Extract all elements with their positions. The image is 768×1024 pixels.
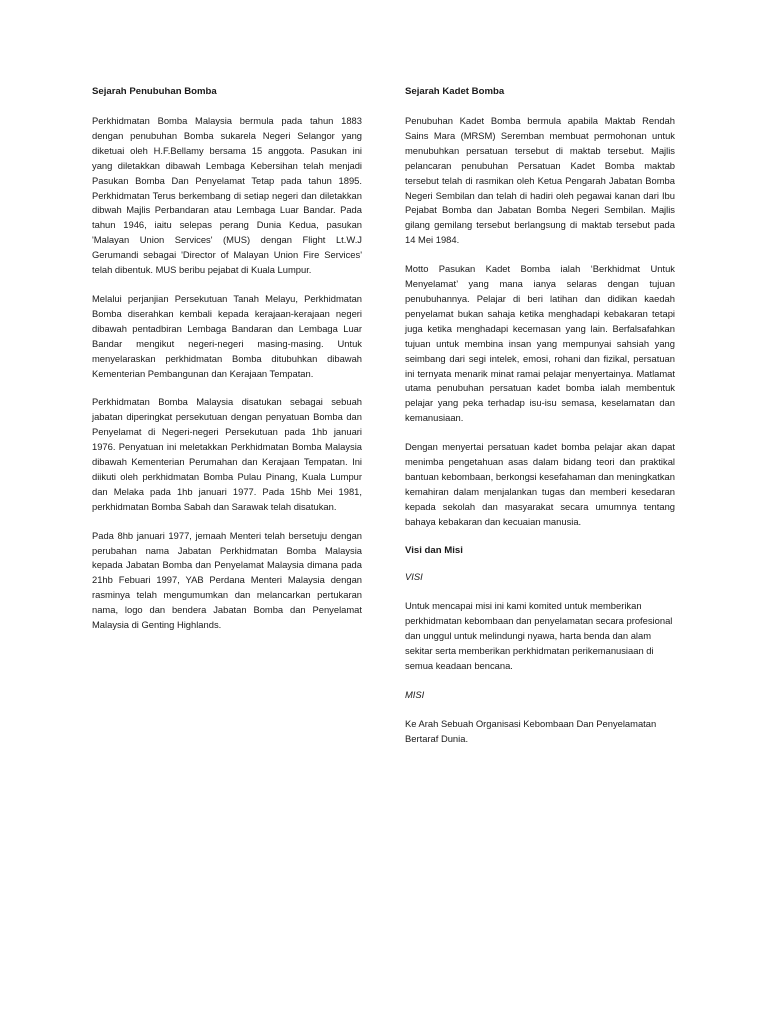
misi-text: Ke Arah Sebuah Organisasi Kebombaan Dan Penyelamatan Bertaraf Dunia. — [405, 717, 657, 744]
right-paragraph-1: Penubuhan Kadet Bomba bermula apabila Maktab Rendah Sains Mara (MRSM) Seremban membuat permohonan untuk menubuhkan persatuan tersebut di maktab tersebut. Majlis pelancaran penubuhan Persatuan Kadet Bomba maktab tersebut telah di rasmikan oleh Ketua Pengarah Jabatan Bomba Negeri Sembilan dan telah di hadiri oleh pegawai kanan dari Ibu Pejabat Bomba dan Jabatan Bomba Negeri Sembilan. Majlis gilang gemilang tersebut berlangsung di maktab tersebut pada 14 Mei 1984. — [405, 115, 675, 246]
right-paragraph-3: Dengan menyertai persatuan kadet bomba pelajar akan dapat menimba pengetahuan asas dalam bidang teori dan praktikal bantuan kebombaan, berkongsi kesefahaman dan meningkatkan kemahiran dalam menjalankan tugas dan memberi kesedaran kepada sekolah dan masyarakat secara umumnya tentang bahaya kebakaran dan kecuaian manusia. — [405, 441, 675, 527]
visi-label: VISI — [405, 571, 423, 583]
left-column — [92, 84, 362, 647]
left-paragraph-4: Pada 8hb januari 1977, jemaah Menteri telah bersetuju dengan perubahan nama Jabatan Perkhidmatan Bomba Malaysia kepada Jabatan Bomba dan Penyelamat Malaysia dimana pada 21hb Febuari 1997, YAB Perdana Menteri Malaysia dengan rasminya telah mengumumkan dan melancarkan pertukaran nama, logo dan bendera Jabatan Bomba dan Penyelamat Malaysia di Genting Highlands. — [92, 529, 362, 631]
visi-text: Untuk mencapai misi ini kami komited untuk memberikan perkhidmatan kebombaan dan penyelamatan secara profesional dan unggul untuk melindungi nyawa, harta benda dan alam sekitar serta memberikan perkhidmatan perikemanusiaan di semua keadaan bencana. — [405, 600, 673, 671]
left-paragraph-2: Melalui perjanjian Persekutuan Tanah Melayu, Perkhidmatan Bomba diserahkan kembali kepada kerajaan-kerajaan negeri dibawah pentadbiran Lembaga Bandaran dan Lembaga Luar Bandar mengikut negeri-negeri masing-masing. Untuk menyelaraskan perkhidmatan Bomba ditubuhkan dibawah Kementerian Pembangunan dan Kerajaan Tempatan. — [92, 292, 362, 379]
left-paragraph-3: Perkhidmatan Bomba Malaysia disatukan sebagai sebuah jabatan diperingkat persekutuan dengan penyatuan Bomba dan Penyelamat di Negeri-negeri Persekutuan pada 1hb januari 1976. Penyatuan ini meletakkan Perkhidmatan Bomba Malaysia dibawah Kementerian Perumahan dan Kerajaan Tempatan. Ini diikuti oleh perkhidmatan Bomba Pulau Pinang, Kuala Lumpur dan Melaka pada 1hb januari 1977. Pada 15hb Mei 1981, perkhidmatan Bomba Sabah dan Sarawak telah disatukan. — [92, 396, 362, 512]
left-heading: Sejarah Penubuhan Bomba — [92, 86, 217, 97]
right-paragraph-2: Motto Pasukan Kadet Bomba ialah ‘Berkhidmat Untuk Menyelamat’ yang mana ianya selaras dengan tujuan penubuhannya. Pelajar di beri latihan dan didikan kaedah penyelamat bukan sahaja ketika menghadapi kebakaran tetapi juga ketika menghadapi kecemasan yang lain. Berfalsafahkan tujuan untuk membina insan yang mempunyai sahsiah yang seimbang dari segi intelek, emosi, rohani dan fizikal, persatuan ini ternyata menarik minat ramai pelajar menyertainya. Matlamat utama penubuhan persatuan kadet bomba ialah membentuk pelajar yang peka terhadap isu-isu semasa, keselamatan dan kemanusiaan. — [405, 263, 675, 424]
visi-misi-heading: Visi dan Misi — [405, 544, 463, 556]
right-heading: Sejarah Kadet Bomba — [405, 86, 505, 97]
left-paragraph-1: Perkhidmatan Bomba Malaysia bermula pada tahun 1883 dengan penubuhan Bomba sukarela Negeri Selangor yang diketuai oleh H.F.Bellamy bersama 15 anggota. Pasukan ini yang diletakkan dibawah Lembaga Kebersihan telah menjadi Pasukan Bomba Dan Penyelamat Tetap pada tahun 1895. Perkhidmatan Terus berkembang di setiap negeri dan diletakkan dibwah Majlis Perbandaran atau Lembaga Luar Bandar. Pada tahun 1946, iaitu selepas perang Dunia Kedua, pasukan 'Malayan Union Services' (MUS) dengan Flight Lt.W.J Gerumandi sebagai 'Director of Malayan Union Fire Services' telah dibentuk. MUS beribu pejabat di Kuala Lumpur. — [92, 115, 362, 276]
misi-label: MISI — [405, 688, 425, 700]
right-column — [405, 84, 675, 761]
